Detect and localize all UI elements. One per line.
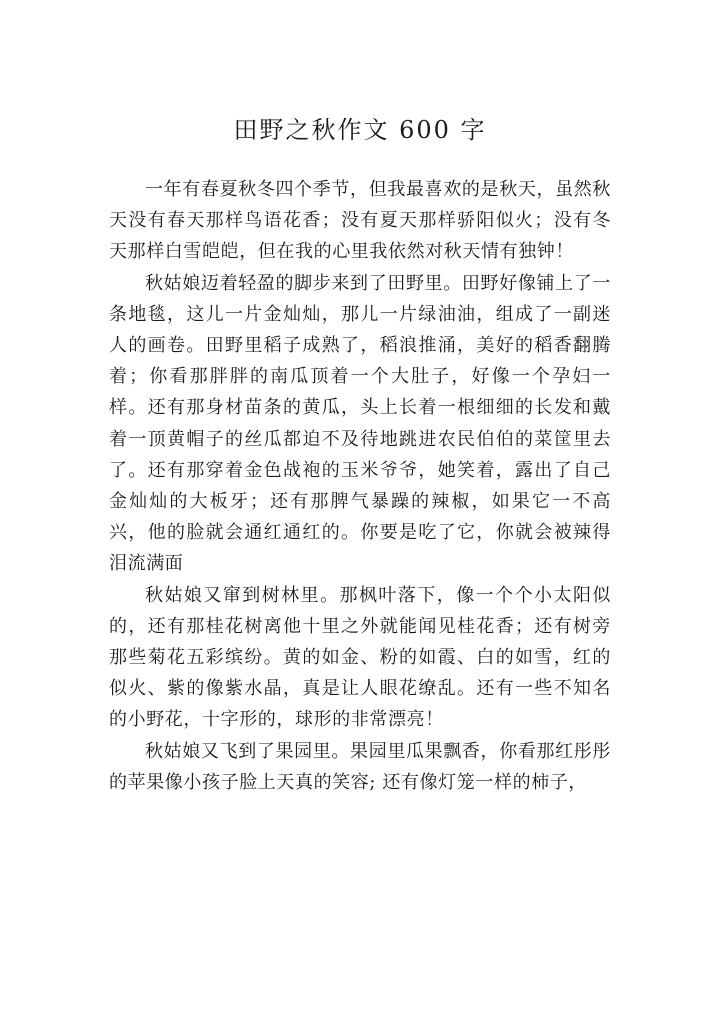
paragraph-3: 秋姑娘又窜到树林里。那枫叶落下，像一个个小太阳似的，还有那桂花树离他十里之外就能闻见桂花香；还有树旁那些菊花五彩缤纷。黄的如金、粉的如霞、白的如雪，红的似火、紫的像紫水晶，真是让人眼花缭乱。还有一些不知名的小野花，十字形的，球形的非常漂亮！ [109, 584, 611, 731]
document-title: 田野之秋作文 600 字 [233, 116, 487, 144]
document-body [109, 174, 611, 798]
paragraph-2: 秋姑娘迈着轻盈的脚步来到了田野里。田野好像铺上了一条地毯，这儿一片金灿灿，那儿一片绿油油，组成了一副迷人的画卷。田野里稻子成熟了，稻浪推涌，美好的稻香翻腾着；你看那胖胖的南瓜顶着一个大肚子，好像一个孕妇一样。还有那身材苗条的黄瓜，头上长着一根细细的长发和戴着一顶黄帽子的丝瓜都迫不及待地跳进农民伯伯的菜筐里去了。还有那穿着金色战袍的玉米爷爷，她笑着，露出了自己金灿灿的大板牙；还有那脾气暴躁的辣椒，如果它一不高兴，他的脸就会通红通红的。你要是吃了它，你就会被辣得泪流满面 [109, 272, 611, 575]
paragraph-1: 一年有春夏秋冬四个季节，但我最喜欢的是秋天，虽然秋天没有春天那样鸟语花香；没有夏天那样骄阳似火；没有冬天那样白雪皑皑，但在我的心里我依然对秋天情有独钟！ [109, 179, 611, 263]
paragraph-4: 秋姑娘又飞到了果园里。果园里瓜果飘香，你看那红彤彤的苹果像小孩子脸上天真的笑容; 还有像灯笼一样的柿子， [109, 740, 611, 793]
